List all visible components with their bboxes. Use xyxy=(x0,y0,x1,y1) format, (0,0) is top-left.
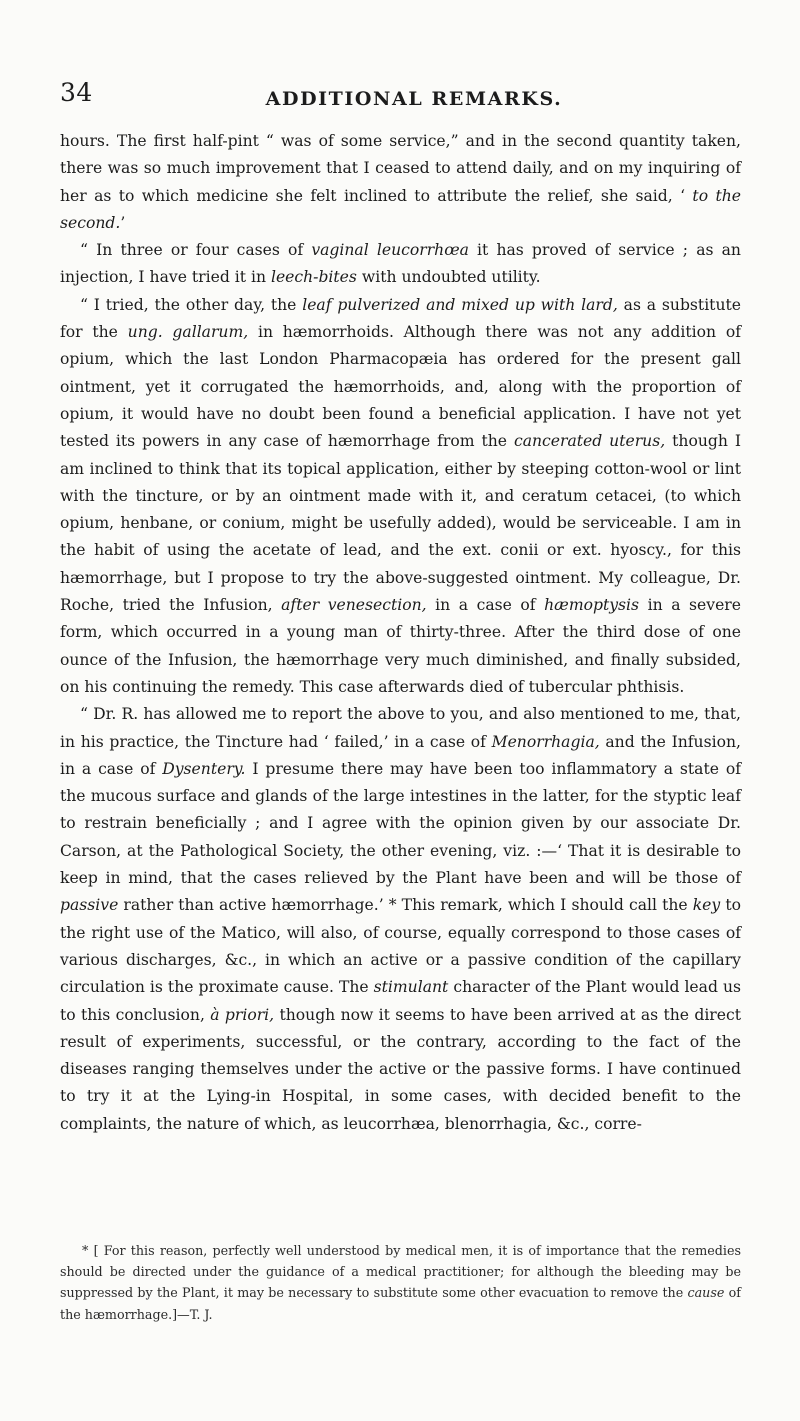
text-run: in hæmorrhoids. Although there was not any addition of opium, which the last London Pharmacopæia has ordered for the present gall ointment, yet it corrugated the hæmorrhoids, and, along with the proportion of opium, it would have no doubt been found a beneficial application. I have not yet tested its powers in any case of hæmorrhage from the xyxy=(60,323,741,451)
italic-run: Dysentery. xyxy=(162,759,246,778)
text-run: * [ For this reason, perfectly well understood by medical men, it is of importance that the remedies should be directed under the guidance of a medical practitioner; for although the bleeding may be suppressed by the Plant, it may be necessary to substitute some other evacuation to remove the xyxy=(60,1243,741,1301)
paragraph-3 xyxy=(60,292,741,701)
text-run: “ I tried, the other day, the xyxy=(80,295,303,314)
page-number: 34 xyxy=(60,78,93,107)
text-run: hours. The first half-pint “ was of some service,” and in the second quantity taken, there was so much improvement that I ceased to attend daily, and on my inquiring of her as to which medicine she felt inclined to attribute the relief, she said, ‘ xyxy=(60,132,741,205)
paragraph-1 xyxy=(60,128,741,237)
text-run: as a substitute for the xyxy=(60,295,741,342)
italic-run: ung. gallarum, xyxy=(127,323,249,342)
italic-run: à priori, xyxy=(210,1005,275,1024)
text-run: though I am inclined to think that its topical application, either by steeping cotton-wool or lint with the tincture, or by an ointment made with it, and ceratum cetacei, (to which opium, henbane, or conium, might be usefully added), would be serviceable. I am in the habit of using the acetate of lead, and the ext. conii or ext. hyoscy., for this hæmorrhage, but I propose to try the above-suggested ointment. My colleague, Dr. Roche, tried the Infusion, xyxy=(60,432,742,615)
italic-run: to the second. xyxy=(60,186,741,232)
paragraph-4 xyxy=(60,701,741,1138)
italic-run: passive xyxy=(60,896,119,915)
text-run: of the hæmorrhage.]—T. J. xyxy=(60,1285,742,1322)
text-run: it has proved of service ; as an injection, I have tried it in xyxy=(60,241,741,287)
italic-run: after venesection, xyxy=(281,596,427,615)
paragraph-2 xyxy=(60,237,741,292)
text-run: in a case of xyxy=(426,596,545,615)
text-run: though now it seems to have been arrived at as the direct result of experiments, successful, or the contrary, according to the fact of the diseases ranging themselves under the active or the passive forms. I have continued to try it at the Lying-in Hospital, in some cases, with decided benefit to the complaints, the nature of which, as leucorrhæa, blenorrhagia, &c., corre- xyxy=(60,1005,741,1133)
italic-run: leaf pulverized and mixed up with lard, xyxy=(302,295,618,314)
text-run: ’ xyxy=(120,213,126,232)
italic-run: cause xyxy=(687,1285,725,1301)
text-run: to the right use of the Matico, will also, of course, equally correspond to those cases of various discharges, &c., in which an active or a passive condition of the capillary circulation is the proximate cause. The xyxy=(60,896,741,997)
text-run: rather than active hæmorrhage.’ * This remark, which I should call the xyxy=(118,896,693,915)
text-run: and the Infusion, in a case of xyxy=(60,732,741,778)
text-run: I presume there may have been too inflammatory a state of the mucous surface and glands of the large intestines in the latter, for the styptic leaf to restrain beneficially ; and I agree with the opinion given by our associate Dr. Carson, at the Pathological Society, the other evening, viz. :—‘ That it is desirable to keep in mind, that the cases relieved by the Plant have been and will be those of xyxy=(60,759,741,888)
running-head: ADDITIONAL REMARKS. xyxy=(265,88,563,110)
text-run: “ Dr. R. has allowed me to report the above to you, and also mentioned to me, that, in his practice, the Tincture had ‘ failed,’ in a case of xyxy=(60,705,741,751)
text-run: character of the Plant would lead us to this conclusion, xyxy=(60,978,741,1024)
italic-run: stimulant xyxy=(373,978,449,997)
footnote xyxy=(60,1240,741,1325)
body-text xyxy=(60,128,741,1138)
italic-run: Menorrhagia, xyxy=(491,732,600,751)
italic-run: key xyxy=(692,896,721,915)
text-run: with undoubted utility. xyxy=(356,268,541,287)
text-run: “ In three or four cases of xyxy=(80,241,312,260)
text-run: in a severe form, which occurred in a young man of thirty-three. After the third dose of one ounce of the Infusion, the hæmorrhage very much diminished, and finally subsided, on his continuing the remedy. This case afterwards died of tubercular phthisis. xyxy=(60,596,741,696)
italic-run: leech-bites xyxy=(270,268,357,287)
italic-run: hæmoptysis xyxy=(544,596,640,615)
italic-run: vaginal leucorrhœa xyxy=(311,241,469,260)
italic-run: cancerated uterus, xyxy=(513,432,666,451)
